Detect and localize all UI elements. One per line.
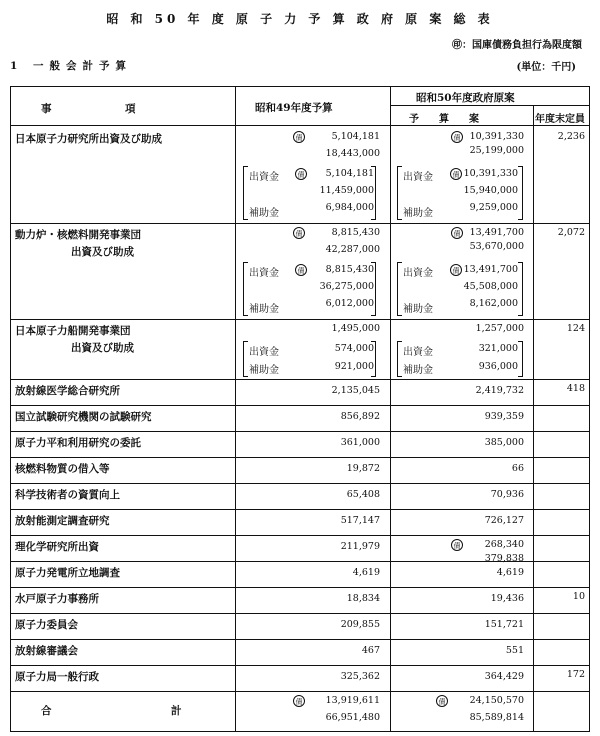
- row-divider: [11, 223, 589, 224]
- debt-limit-mark-icon: 債: [295, 168, 307, 180]
- row-item-name: 水戸原子力事務所: [15, 593, 99, 605]
- sub-prev-amount: 8,815,430: [325, 264, 374, 275]
- row-divider: [11, 483, 589, 484]
- sub-cur-amount: 321,000: [478, 343, 518, 354]
- cur-debt-limit: 268,340: [484, 539, 524, 550]
- cur-debt-limit: 13,491,700: [469, 227, 524, 238]
- col-divider: [390, 87, 391, 731]
- cur-amount: 385,000: [484, 437, 524, 448]
- header-prev-year: 昭和49年度予算: [255, 102, 333, 114]
- capital-label: 出資金: [249, 347, 279, 358]
- row-item-name: 放射線審議会: [15, 645, 78, 657]
- total-cur-amount: 85,589,814: [469, 712, 524, 723]
- cur-amount: 53,670,000: [469, 241, 524, 252]
- sub-cur-amount: 9,259,000: [469, 202, 518, 213]
- cur-amount: 379,838: [484, 553, 524, 564]
- sub-prev-amount: 6,984,000: [325, 202, 374, 213]
- cur-amount: 551: [505, 645, 524, 656]
- row-divider: [11, 457, 589, 458]
- col-divider: [533, 105, 534, 731]
- debt-limit-mark-icon: 債: [293, 227, 305, 239]
- debt-limit-mark-icon: 債: [436, 695, 448, 707]
- prev-debt-limit: 8,815,430: [331, 227, 380, 238]
- prev-amount: 325,362: [340, 671, 380, 682]
- cur-amount: 2,419,732: [475, 385, 524, 396]
- bracket-left-shape: [397, 341, 402, 377]
- debt-limit-mark-icon: 債: [295, 264, 307, 276]
- bracket-right-shape: [518, 166, 523, 220]
- capital-label: 出資金: [249, 172, 279, 183]
- sub-cur-amount: 13,491,700: [463, 264, 518, 275]
- prev-amount: 211,979: [340, 541, 380, 552]
- row-divider: [11, 379, 589, 380]
- cur-amount: 19,436: [490, 593, 524, 604]
- debt-limit-mark-icon: 債: [293, 695, 305, 707]
- row-divider: [11, 691, 589, 692]
- row-divider: [11, 405, 589, 406]
- sub-prev-amount: 921,000: [334, 361, 374, 372]
- row-divider: [11, 319, 589, 320]
- sub-prev-amount: 5,104,181: [325, 168, 374, 179]
- staff-count: 10: [572, 591, 585, 602]
- prev-amount: 19,872: [346, 463, 380, 474]
- page-title: 昭 和 50 年 度 原 子 力 予 算 政 府 原 案 総 表: [106, 12, 494, 26]
- header-bottom-line: [11, 125, 589, 126]
- row-divider: [11, 665, 589, 666]
- prev-amount: 42,287,000: [325, 244, 380, 255]
- bracket-left-shape: [243, 262, 248, 316]
- row-divider: [11, 509, 589, 510]
- budget-table: [10, 86, 590, 732]
- prev-amount: 209,855: [340, 619, 380, 630]
- header-subline: [390, 105, 590, 106]
- total-prev-debt-limit: 13,919,611: [325, 695, 380, 706]
- row-item-name: 国立試験研究機関の試験研究: [15, 411, 152, 423]
- prev-amount: 517,147: [340, 515, 380, 526]
- prev-debt-limit: 5,104,181: [331, 131, 380, 142]
- row-item-name: 放射線医学総合研究所: [15, 385, 120, 397]
- debt-limit-mark-icon: 債: [451, 539, 463, 551]
- cur-amount: 66: [511, 463, 524, 474]
- row-divider: [11, 561, 589, 562]
- sub-cur-amount: 10,391,330: [463, 168, 518, 179]
- cur-amount: 1,257,000: [475, 323, 524, 334]
- cur-amount: 4,619: [496, 567, 524, 578]
- capital-label: 出資金: [403, 172, 433, 183]
- debt-limit-mark-icon: 債: [451, 227, 463, 239]
- sub-prev-amount: 11,459,000: [319, 185, 374, 196]
- row-divider: [11, 535, 589, 536]
- prev-amount: 467: [361, 645, 380, 656]
- sub-prev-amount: 36,275,000: [319, 281, 374, 292]
- section-heading: 1 一般会計予算: [10, 60, 132, 72]
- cur-amount: 151,721: [484, 619, 524, 630]
- header-current-year: 昭和50年度政府原案: [416, 92, 515, 104]
- row-item-name: 原子力委員会: [15, 619, 78, 631]
- row-item-name: 原子力局一般行政: [15, 671, 99, 683]
- subsidy-label: 補助金: [403, 304, 433, 315]
- prev-amount: 1,495,000: [331, 323, 380, 334]
- row-divider: [11, 587, 589, 588]
- total-cur-debt-limit: 24,150,570: [469, 695, 524, 706]
- subsidy-label: 補助金: [249, 208, 279, 219]
- prev-amount: 18,834: [346, 593, 380, 604]
- staff-count: 418: [566, 383, 585, 394]
- capital-label: 出資金: [403, 268, 433, 279]
- row-item-name: 科学技術者の資質向上: [15, 489, 120, 501]
- header-budget: 予 算 案: [409, 114, 479, 125]
- staff-count: 124: [566, 323, 585, 334]
- row-item-name: 動力炉・核燃料開発事業団: [15, 229, 141, 241]
- total-label-a: 合: [41, 705, 52, 717]
- sub-cur-amount: 45,508,000: [463, 281, 518, 292]
- row-item-name: 日本原子力船開発事業団: [15, 325, 131, 337]
- row-divider: [11, 613, 589, 614]
- prev-amount: 856,892: [340, 411, 380, 422]
- cur-amount: 939,359: [484, 411, 524, 422]
- prev-amount: 4,619: [352, 567, 380, 578]
- sub-cur-amount: 8,162,000: [469, 298, 518, 309]
- sub-cur-amount: 936,000: [478, 361, 518, 372]
- col-divider: [235, 87, 236, 731]
- row-divider: [11, 639, 589, 640]
- row-item-name: 理化学研究所出資: [15, 541, 99, 553]
- subsidy-label: 補助金: [403, 365, 433, 376]
- staff-count: 172: [566, 669, 585, 680]
- bracket-left-shape: [397, 262, 402, 316]
- subsidy-label: 補助金: [249, 304, 279, 315]
- total-label-b: 計: [171, 705, 182, 717]
- staff-count: 2,236: [557, 131, 585, 142]
- row-item-name: 核燃料物質の借入等: [15, 463, 110, 475]
- prev-amount: 65,408: [346, 489, 380, 500]
- cur-amount: 70,936: [490, 489, 524, 500]
- debt-limit-mark-icon: 債: [451, 131, 463, 143]
- bracket-left-shape: [243, 341, 248, 377]
- cur-debt-limit: 10,391,330: [469, 131, 524, 142]
- legend-note: ㊞：国庫債務負担行為限度額: [452, 40, 582, 51]
- capital-label: 出資金: [249, 268, 279, 279]
- unit-label: (単位：千円): [516, 62, 576, 73]
- subsidy-label: 補助金: [403, 208, 433, 219]
- row-item-name: 放射能測定調査研究: [15, 515, 110, 527]
- staff-count: 2,072: [557, 227, 585, 238]
- bracket-left-shape: [397, 166, 402, 220]
- header-item: 事 項: [41, 103, 136, 115]
- debt-limit-mark-icon: 債: [450, 264, 462, 276]
- cur-amount: 25,199,000: [469, 145, 524, 156]
- prev-amount: 2,135,045: [331, 385, 380, 396]
- cur-amount: 364,429: [484, 671, 524, 682]
- row-item-name: 日本原子力研究所出資及び助成: [15, 133, 162, 145]
- row-divider: [11, 431, 589, 432]
- bracket-right-shape: [518, 341, 523, 377]
- cur-amount: 726,127: [484, 515, 524, 526]
- capital-label: 出資金: [403, 347, 433, 358]
- prev-amount: 18,443,000: [325, 148, 380, 159]
- debt-limit-mark-icon: 債: [450, 168, 462, 180]
- header-staff: 年度末定員: [535, 114, 585, 125]
- total-prev-amount: 66,951,480: [325, 712, 380, 723]
- row-item-name-line2: 出資及び助成: [71, 342, 134, 354]
- subsidy-label: 補助金: [249, 365, 279, 376]
- debt-limit-mark-icon: 債: [293, 131, 305, 143]
- row-item-name-line2: 出資及び助成: [71, 246, 134, 258]
- sub-prev-amount: 6,012,000: [325, 298, 374, 309]
- bracket-left-shape: [243, 166, 248, 220]
- bracket-right-shape: [518, 262, 523, 316]
- prev-amount: 361,000: [340, 437, 380, 448]
- row-item-name: 原子力発電所立地調査: [15, 567, 120, 579]
- row-item-name: 原子力平和利用研究の委託: [15, 437, 141, 449]
- sub-cur-amount: 15,940,000: [463, 185, 518, 196]
- sub-prev-amount: 574,000: [334, 343, 374, 354]
